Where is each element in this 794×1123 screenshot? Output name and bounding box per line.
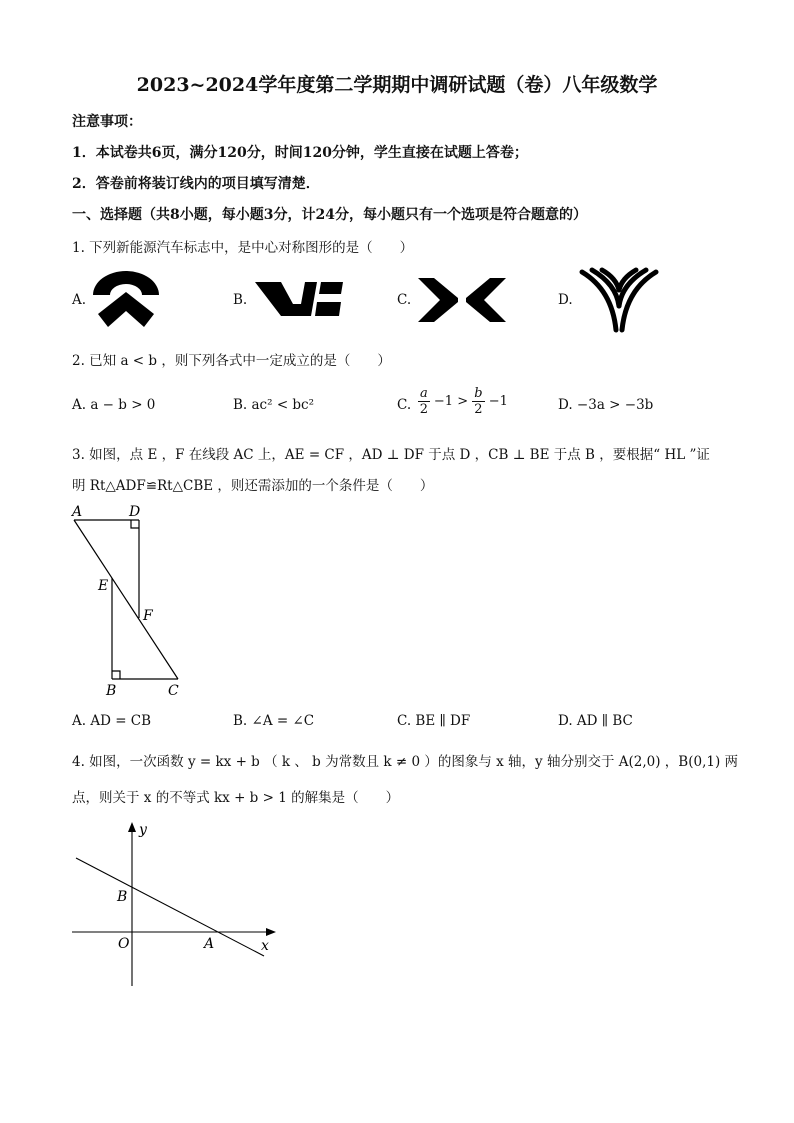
q3-option-d: D. AD ∥ BC — [558, 713, 633, 729]
q3-line-1: 3. 如图，点 E ，F 在线段 AC 上，AE = CF ，AD ⊥ DF 于点 D ，CB ⊥ BE 于点 B ，要根据“ HL ”证 — [72, 447, 710, 463]
q4-point-b: B — [117, 889, 128, 905]
q3-option-c: C. BE ∥ DF — [397, 713, 471, 729]
q4-line-1: 4. 如图，一次函数 y = kx + b （ k 、 b 为常数且 k ≠ 0 ）的图象与 x 轴，y 轴分别交于 A(2,0) ，B(0,1) 两 — [72, 754, 739, 770]
q3-option-a: A. AD = CB — [72, 713, 152, 729]
q1-label-c: C. — [397, 292, 412, 308]
logo-c-icon — [416, 276, 508, 324]
q3-figure — [66, 502, 196, 702]
page-title: 2023~2024学年度第二学期期中调研试题（卷）八年级数学 — [136, 74, 658, 96]
notice-heading: 注意事项： — [72, 114, 142, 130]
q3-option-b: B. ∠A = ∠C — [233, 713, 315, 729]
q1-stem: 1. 下列新能源汽车标志中，是中心对称图形的是（ ） — [72, 240, 414, 256]
q3-label-c: C — [168, 683, 179, 699]
q3-label-e: E — [98, 578, 109, 594]
q2-option-c-formula: $\frac{a}{2}$ −1 > $\frac{b}{2}$ −1 — [419, 386, 508, 417]
q4-line-2: 点，则关于 x 的不等式 kx + b > 1 的解集是（ ） — [72, 790, 400, 806]
q2-option-d: D. −3a > −3b — [558, 397, 654, 413]
q4-origin: O — [118, 936, 130, 952]
q3-label-a: A — [72, 504, 83, 520]
notice-item-2: 2．答卷前将装订线内的项目填写清楚． — [72, 176, 320, 192]
logo-d-icon — [578, 266, 660, 334]
q2-stem: 2. 已知 a < b ，则下列各式中一定成立的是（ ） — [72, 353, 391, 369]
section-heading: 一、选择题（共8小题，每小题3分，计24分，每小题只有一个选项是符合题意的） — [72, 207, 587, 223]
notice-item-1: 1．本试卷共6页，满分120分，时间120分钟，学生直接在试题上答卷； — [72, 145, 528, 161]
q3-label-b: B — [106, 683, 117, 699]
q3-label-f: F — [143, 608, 153, 624]
q2-option-b: B. ac² < bc² — [233, 397, 315, 413]
q4-graph — [66, 818, 286, 993]
q1-label-b: B. — [233, 292, 248, 308]
q3-line-2: 明 Rt△ADF≌Rt△CBE ，则还需添加的一个条件是（ ） — [72, 478, 434, 494]
q1-label-a: A. — [72, 292, 87, 308]
q4-point-a: A — [204, 936, 215, 952]
q1-label-d: D. — [558, 292, 573, 308]
q2-option-a: A. a − b > 0 — [72, 397, 156, 413]
q4-axis-x: x — [261, 938, 269, 954]
q4-axis-y: y — [139, 822, 147, 838]
q3-label-d: D — [129, 504, 141, 520]
logo-a-icon — [90, 268, 162, 330]
q2-option-c-label: C. — [397, 397, 412, 413]
logo-b-icon — [253, 278, 345, 320]
